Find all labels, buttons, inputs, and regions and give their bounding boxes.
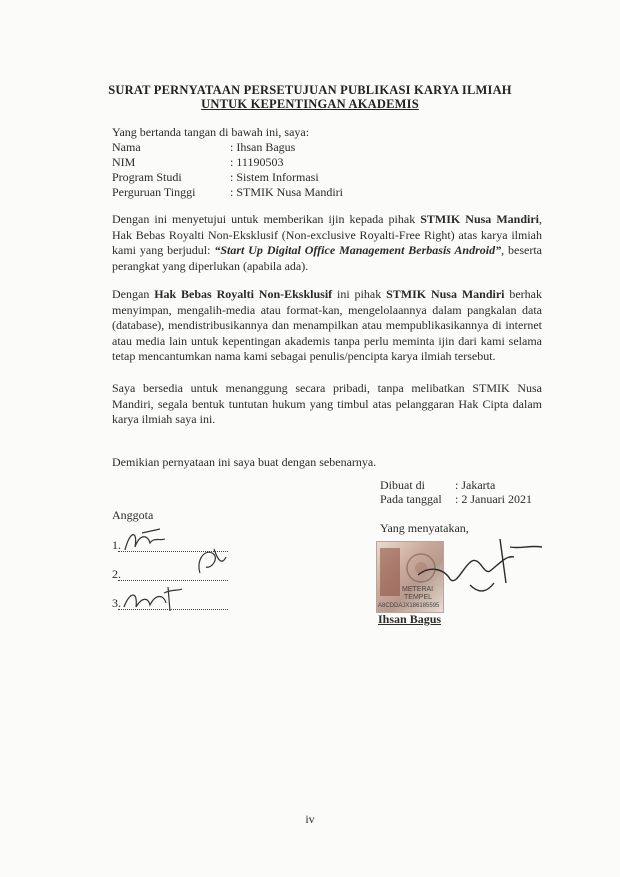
- stamp-serial: A8CDDAJX186185595: [378, 603, 440, 609]
- declarer-signature: [410, 535, 550, 605]
- identity-label: NIM: [112, 155, 136, 169]
- title-line-1: SURAT PERNYATAAN PERSETUJUAN PUBLIKASI KARYA ILMIAH: [108, 83, 512, 97]
- member-number: 1.: [112, 538, 121, 552]
- date-label: Pada tanggal: [380, 492, 442, 506]
- member-signature-1: [120, 525, 180, 555]
- identity-value: : STMIK Nusa Mandiri: [230, 185, 343, 199]
- identity-label: Program Studi: [112, 170, 182, 184]
- place-value: : Jakarta: [455, 478, 496, 492]
- declarer-label: Yang menyatakan,: [380, 521, 469, 535]
- identity-value: : Ihsan Bagus: [230, 140, 296, 154]
- date-value: : 2 Januari 2021: [455, 492, 532, 506]
- member-number: 2.: [112, 567, 121, 581]
- page-number: iv: [305, 812, 315, 826]
- paragraph-rights: Dengan Hak Bebas Royalti Non-Eksklusif ini pihak STMIK Nusa Mandiri berhak menyimpan, mengalih-media atau format-kan, mengelolaannya dalam pangkalan data (database), mendistribusikannya dan menampilkan atau mempublikasikannya di internet atau media lain untuk kepentingan akademis tanpa perlu meminta ijin dari kami selama tetap mencantumkan nama kami sebagai penulis/pencipta karya ilmiah tersebut.: [112, 287, 543, 363]
- stamp-label: TEMPEL: [404, 594, 433, 601]
- paragraph-consent: Dengan ini menyetujui untuk memberikan ijin kepada pihak STMIK Nusa Mandiri, Hak Bebas Royalti Non-Eksklusif (Non-exclusive Royalti-Free Right) atas karya ilmiah kami yang berjudul: “Start Up Digital Office Management Berbasis Android”, beserta perangkat yang diperlukan (apabila ada).: [112, 212, 543, 273]
- identity-label: Nama: [112, 140, 141, 154]
- title-line-2: UNTUK KEPENTINGAN AKADEMIS: [201, 97, 419, 111]
- member-signature-2: [192, 543, 232, 577]
- members-label: Anggota: [112, 508, 154, 522]
- identity-label: Perguruan Tinggi: [112, 185, 196, 199]
- identity-value: : Sistem Informasi: [230, 170, 319, 184]
- paragraph-liability: Saya bersedia untuk menanggung secara pribadi, tanpa melibatkan STMIK Nusa Mandiri, segala bentuk tuntutan hukum yang timbul atas pelanggaran Hak Cipta dalam karya ilmiah saya ini.: [112, 381, 542, 426]
- place-label: Dibuat di: [380, 478, 425, 492]
- signer-name: Ihsan Bagus: [378, 612, 442, 626]
- member-number: 3.: [112, 596, 121, 610]
- identity-value: : 11190503: [230, 155, 284, 169]
- signature-line: [118, 580, 228, 581]
- member-signature-3: [120, 583, 190, 613]
- intro-text: Yang bertanda tangan di bawah ini, saya:: [112, 125, 310, 139]
- stamp-label: METERAI: [402, 586, 434, 593]
- paragraph-closing: Demikian pernyataan ini saya buat dengan sebenarnya.: [112, 455, 377, 469]
